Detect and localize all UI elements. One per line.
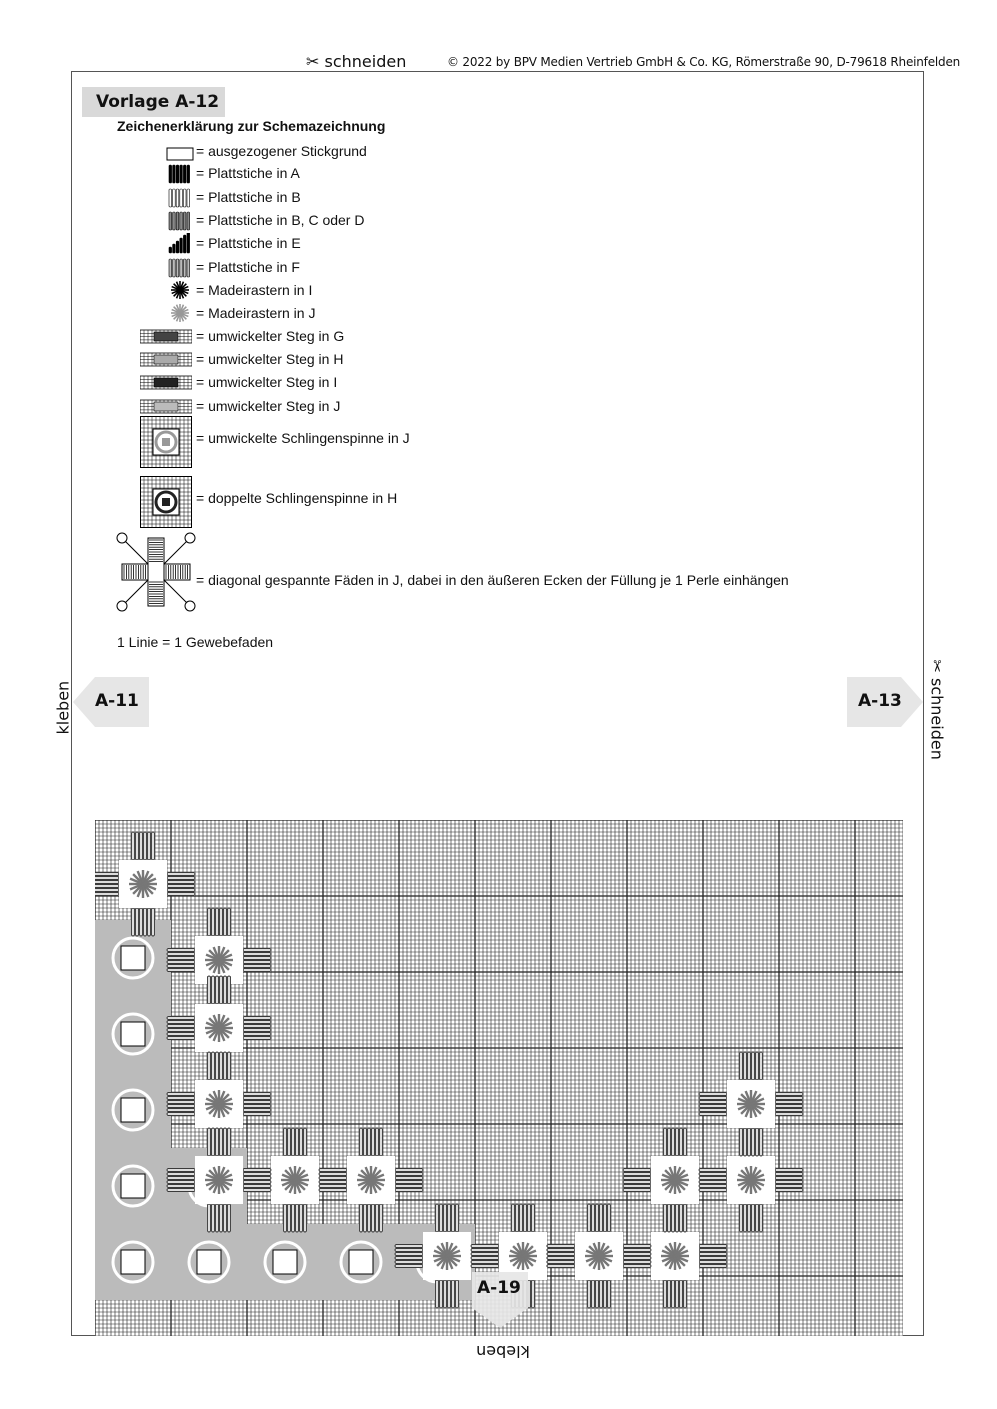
legend-item-label: = Plattstiche in B, C oder D (196, 212, 365, 228)
nav-down-label: A-19 (477, 1278, 521, 1298)
satin-stitch-rising-icon (168, 233, 192, 255)
satin-stitch-gray-icon (168, 210, 192, 232)
wrapped-bar-g-icon (140, 329, 192, 345)
wrapped-bar-j-icon (140, 399, 192, 415)
legend-item-label: = umwickelter Steg in I (196, 374, 338, 390)
embroidery-pattern-grid (95, 820, 903, 1336)
legend-item-label: = Madeirastern in I (196, 282, 313, 298)
wrapped-bar-i-icon (140, 375, 192, 391)
empty-rect-icon (166, 147, 194, 161)
satin-stitch-light-icon (168, 257, 192, 279)
wrapped-bar-h-icon (140, 352, 192, 368)
glue-label-left: kleben (53, 680, 73, 735)
scissors-icon: ✂ (927, 659, 947, 673)
star-black-icon (170, 280, 190, 300)
legend-heading: Zeichenerklärung zur Schemazeichnung (117, 118, 386, 134)
legend-item-label: = diagonal gespannte Fäden in J, dabei in den äußeren Ecken der Füllung je 1 Perle einhängen (196, 572, 789, 588)
legend-item-label: = ausgezogener Stickgrund (196, 143, 367, 159)
nav-prev-page[interactable] (73, 677, 149, 727)
legend-footnote: 1 Linie = 1 Gewebefaden (117, 634, 274, 650)
double-spider-icon (140, 476, 192, 528)
legend-item-label: = umwickelter Steg in J (196, 398, 341, 414)
glue-label-bottom: kleben (476, 1342, 530, 1361)
cut-label-right-text: schneiden (927, 678, 947, 760)
copyright-notice: © 2022 by BPV Medien Vertrieb GmbH & Co. KG, Römerstraße 90, D-79618 Rheinfelden (447, 55, 961, 69)
nav-next-page[interactable] (847, 677, 923, 727)
wrapped-spider-icon (140, 416, 192, 468)
cut-label: schneiden (324, 52, 407, 71)
legend-item-label: = Plattstiche in F (196, 259, 300, 275)
title-tab (82, 87, 225, 117)
scissors-icon: ✂ (306, 52, 320, 71)
diagonal-threads-icon (114, 530, 198, 614)
nav-prev-label: A-11 (95, 691, 139, 711)
legend-item-label: = umwickelter Steg in G (196, 328, 345, 344)
legend-item-label: = doppelte Schlingenspinne in H (196, 490, 398, 506)
satin-stitch-black-icon (168, 163, 192, 185)
page-title: Vorlage A-12 (96, 92, 220, 112)
legend-item-label: = umwickelter Steg in H (196, 351, 344, 367)
legend-item-label: = Plattstiche in A (196, 165, 300, 181)
nav-down-page[interactable] (472, 1272, 528, 1308)
legend-item-label: = Plattstiche in B (196, 189, 301, 205)
satin-stitch-outline-icon (168, 187, 192, 209)
legend-item-label: = Madeirastern in J (196, 305, 316, 321)
star-gray-icon (170, 303, 190, 323)
cut-label-right (927, 659, 947, 760)
legend-item-label: = umwickelte Schlingenspinne in J (196, 430, 410, 446)
cut-line-label-top (306, 52, 406, 71)
nav-next-label: A-13 (858, 691, 902, 711)
legend-item-label: = Plattstiche in E (196, 235, 301, 251)
